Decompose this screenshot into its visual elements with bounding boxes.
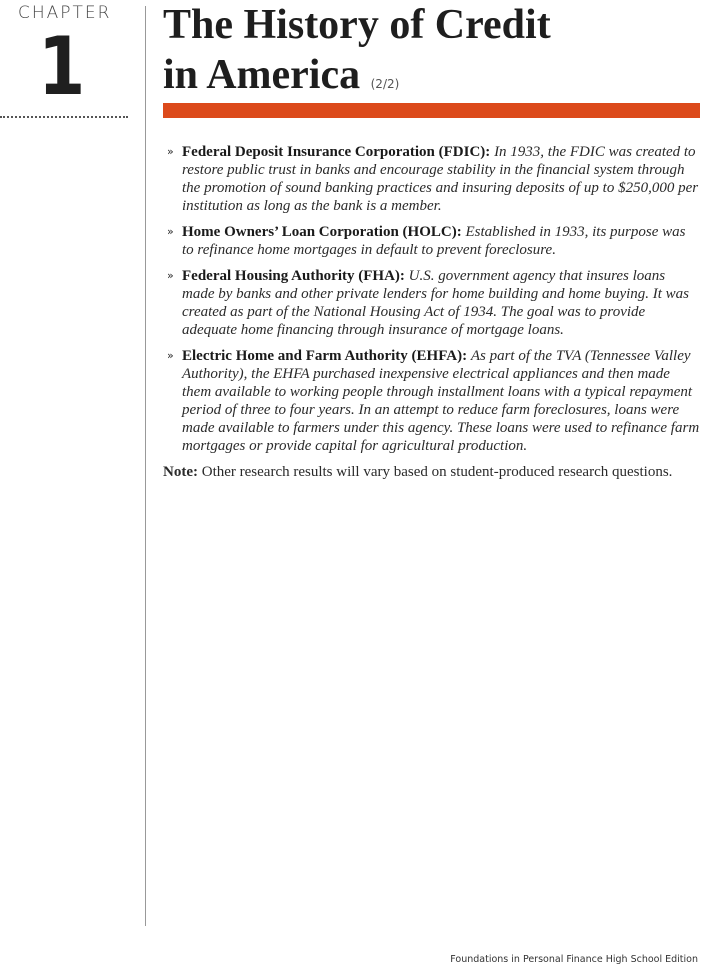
content [163,143,700,481]
list-item [163,143,700,215]
item-description: In 1933, the FDIC was created to restore public trust in banks and encourage stability in the financial system through the promotion of sound banking practices and insuring deposits of up to $250,000 per institution as long as the bank is a member. [182,144,699,214]
chapter-label: CHAPTER [18,3,112,23]
title-line-2: in America [163,52,361,98]
item-term: Federal Deposit Insurance Corporation (FDIC): [182,144,491,160]
note-label: Note: [163,464,198,480]
item-description: Established in 1933, its purpose was to refinance home mortgages in default to prevent foreclosure. [182,224,686,258]
item-description: U.S. government agency that insures loans made by banks and other private lenders for home building and home buying. It was created as part of the National Housing Act of 1934. The goal was to provide adequate home financing through insurance of mortgage loans. [182,268,690,338]
chapter-number: 1 [38,20,86,113]
bullet-icon: » [167,269,174,282]
list-item [163,223,700,259]
page-part-indicator: (2/2) [370,77,400,91]
accent-bar [163,103,700,118]
item-term: Federal Housing Authority (FHA): [182,268,405,284]
list-item [163,267,700,339]
vertical-divider [145,6,146,926]
note [163,463,700,481]
bullet-icon: » [167,225,174,238]
page-title [163,0,700,109]
footer: Foundations in Personal Finance High School Edition [450,954,698,965]
dotted-divider [0,116,128,118]
item-term: Home Owners’ Loan Corporation (HOLC): [182,224,462,240]
item-term: Electric Home and Farm Authority (EHFA): [182,348,468,364]
bullet-icon: » [167,349,174,362]
title-line-1: The History of Credit [163,2,551,48]
item-description: As part of the TVA (Tennessee Valley Authority), the EHFA purchased inexpensive electrical appliances and then made them available to working people through installment loans with a typical repayment period of three to four years. In an attempt to reduce farm foreclosures, loans were made available to farmers under this agency. These loans were used to refinance farm mortgages or provide capital for agricultural production. [182,348,700,454]
bullet-icon: » [167,145,174,158]
note-text: Other research results will vary based on student-produced research questions. [201,464,673,480]
list-item [163,347,700,455]
